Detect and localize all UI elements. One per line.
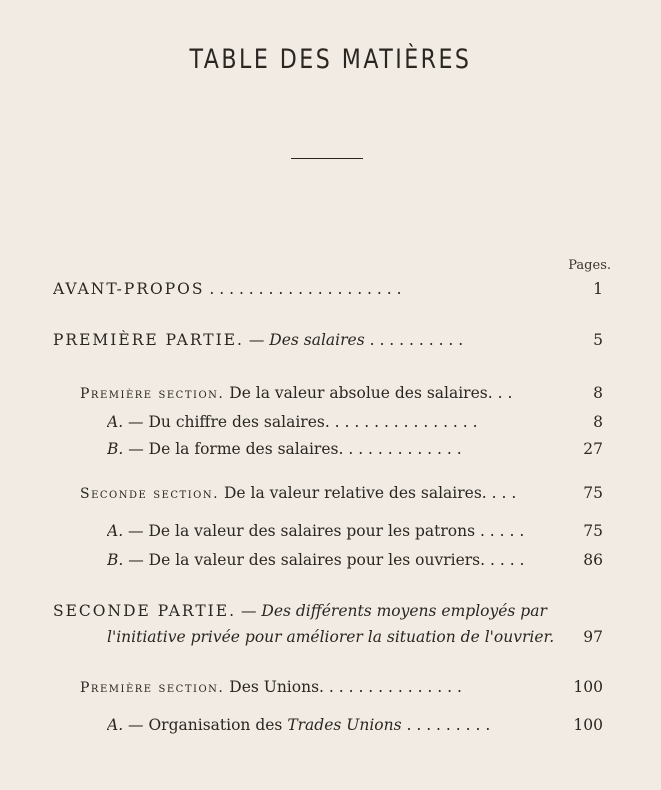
toc-entry-seconde-section[interactable] [0,481,661,505]
toc-entry-premiere-section[interactable] [0,381,661,405]
page-number: 8 [593,413,603,431]
section-label: Seconde section. [80,486,220,502]
toc-entry-premiere-section[interactable] [0,675,661,699]
entry-letter: A. [107,716,124,734]
entry-subtitle: l'initiative privée pour améliorer la situation de l'ouvrier. [107,628,555,646]
entry-dash: — [236,602,262,620]
entry-text: De la valeur relative des salaires [219,484,482,502]
section-label: Première section. [80,386,225,402]
page-number: 27 [583,440,603,458]
entry-text: De la valeur absolue des salaires [224,384,488,402]
section-label: Première section. [80,680,225,696]
page-number: 97 [583,628,603,646]
title-divider [291,158,363,159]
leader-dots: . . . . . [475,522,525,540]
leader-dots: . . . . . . . . . . . . . . . . . . . . [204,280,402,298]
entry-letter: B. [107,440,124,458]
entry-title: SECONDE PARTIE. [53,602,237,620]
toc-entry-sub-b[interactable] [0,437,661,461]
entry-subtitle: Des salaires [269,331,365,349]
toc-entry-premiere-partie[interactable] [0,328,661,352]
entry-title: PREMIÈRE PARTIE. [53,331,244,349]
entry-text: — De la forme des salaires [123,440,339,458]
page-number: 75 [583,484,603,502]
toc-entry-sub-a[interactable] [0,713,661,737]
page-number: 100 [573,716,603,734]
page-number: 5 [593,331,603,349]
entry-letter: A. [107,522,124,540]
leader-dots: . . . [487,384,513,402]
entry-text: — Du chiffre des salaires [123,413,325,431]
entry-text: Des Unions [224,678,320,696]
leader-dots: . . . . . . . . . . [364,331,464,349]
entry-letter: B. [107,551,124,569]
entry-subtitle: Des différents moyens employés par [261,602,547,620]
toc-entry-sub-a[interactable] [0,410,661,434]
entry-letter: A. [107,413,124,431]
page-number: 8 [593,384,603,402]
entry-dash: — [243,331,270,349]
leader-dots: . . . . . . . . . . . . . [338,440,462,458]
page-number: 100 [573,678,603,696]
page-number: 1 [593,280,603,298]
leader-dots: . . . . . [480,551,525,569]
entry-title: AVANT-PROPOS [53,280,205,298]
toc-entry-avant-propos[interactable] [0,277,661,301]
entry-italic-term: Trades Unions [287,716,402,734]
pages-column-label: Pages. [568,258,611,273]
toc-entry-seconde-partie-cont[interactable] [0,625,661,649]
page-number: 86 [583,551,603,569]
leader-dots: . . . . . . . . . . . . . . . [319,678,462,696]
toc-entry-seconde-partie[interactable] [0,599,661,623]
toc-entry-sub-b[interactable] [0,548,661,572]
entry-text: — De la valeur des salaires pour les patrons [123,522,476,540]
entry-text: — De la valeur des salaires pour les ouvriers [123,551,481,569]
page-number: 75 [583,522,603,540]
leader-dots: . . . . [481,484,517,502]
toc-entry-sub-a[interactable] [0,519,661,543]
page-title: TABLE DES MATIÈRES [189,44,472,75]
leader-dots: . . . . . . . . . [401,716,491,734]
leader-dots: . . . . . . . . . . . . . . . . [324,413,478,431]
entry-text: — Organisation des [123,716,288,734]
